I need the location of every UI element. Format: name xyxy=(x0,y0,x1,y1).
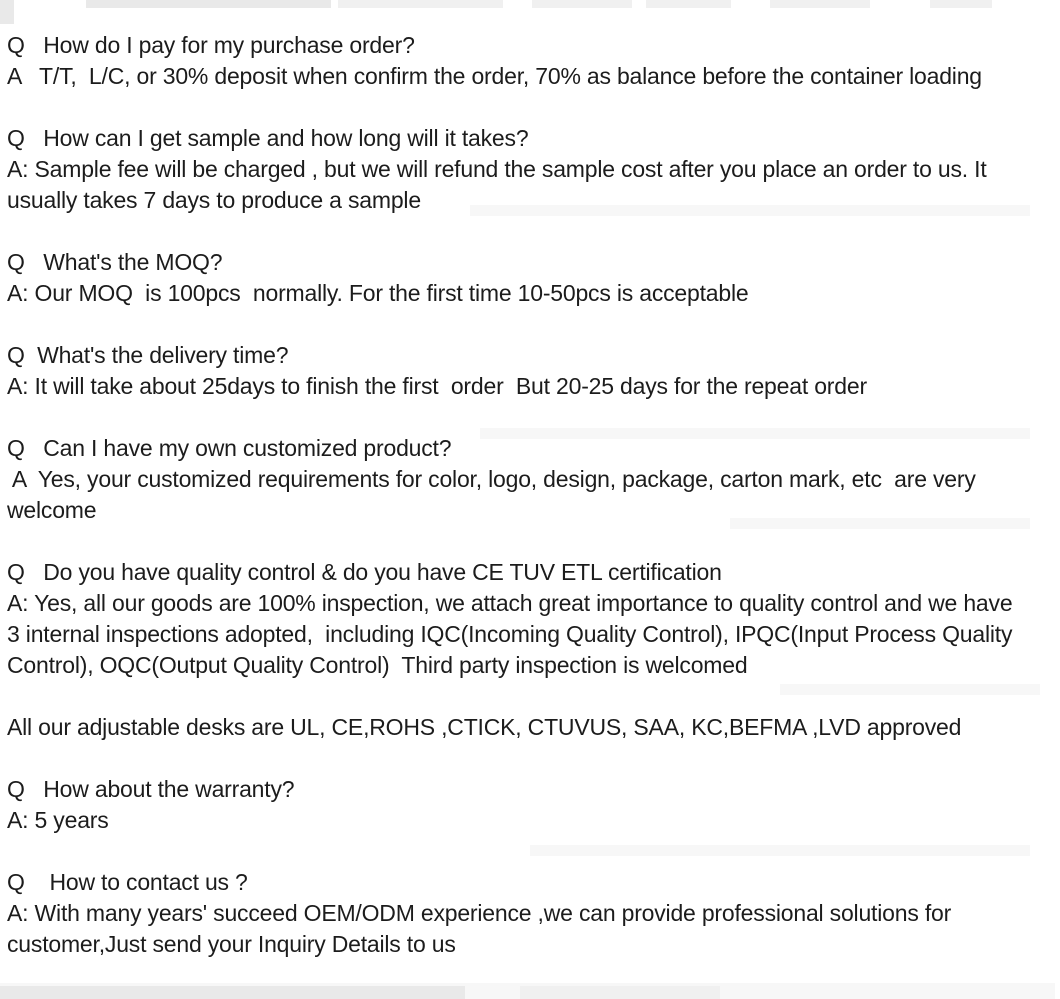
blank-line xyxy=(7,681,1053,712)
certification-note: All our adjustable desks are UL, CE,ROHS ,CTICK, CTUVUS, SAA, KC,BEFMA ,LVD approved xyxy=(7,714,962,740)
cropped-text-artifact-top xyxy=(770,0,870,8)
blank-line xyxy=(7,526,1053,557)
faq-question: Q What's the MOQ? xyxy=(7,249,223,275)
faq-answer-line: welcome xyxy=(7,497,97,523)
faq-answer-line: A: 5 years xyxy=(7,807,109,833)
faq-question: Q Do you have quality control & do you have CE TUV ETL certification xyxy=(7,559,722,585)
cropped-text-artifact-top xyxy=(0,0,14,24)
cropped-text-artifact-bottom xyxy=(520,986,720,999)
faq-answer-line: A: Our MOQ is 100pcs normally. For the first time 10-50pcs is acceptable xyxy=(7,280,749,306)
faq-answer-line: customer,Just send your Inquiry Details to us xyxy=(7,931,456,957)
cropped-text-artifact-top xyxy=(338,0,503,8)
cropped-text-artifact-top xyxy=(930,0,992,8)
blank-line xyxy=(7,402,1053,433)
faq-answer-line: 3 internal inspections adopted, including IQC(Incoming Quality Control), IPQC(Input Process Quality xyxy=(7,621,1013,647)
cropped-text-artifact-bottom xyxy=(0,986,465,999)
blank-line xyxy=(7,92,1053,123)
faq-answer-line: A Yes, your customized requirements for color, logo, design, package, carton mark, etc are very xyxy=(7,466,976,492)
faq-answer-line: A: It will take about 25days to finish the first order But 20-25 days for the repeat order xyxy=(7,373,867,399)
faq-answer-line: A: Yes, all our goods are 100% inspection, we attach great importance to quality control and we have xyxy=(7,590,1013,616)
cropped-text-artifact-top xyxy=(646,0,731,8)
faq-answer-line: usually takes 7 days to produce a sample xyxy=(7,187,421,213)
blank-line xyxy=(7,309,1053,340)
blank-line xyxy=(7,743,1053,774)
faq-question: Q How about the warranty? xyxy=(7,776,295,802)
blank-line xyxy=(7,216,1053,247)
cropped-text-artifact-top xyxy=(532,0,632,8)
faq-answer-line: A: Sample fee will be charged , but we will refund the sample cost after you place an order to us. It xyxy=(7,156,987,182)
cropped-text-artifact-top xyxy=(86,0,331,8)
faq-question: Q How to contact us ? xyxy=(7,869,248,895)
faq-question: Q How can I get sample and how long will it takes? xyxy=(7,125,529,151)
faq-answer-line: Control), OQC(Output Quality Control) Third party inspection is welcomed xyxy=(7,652,748,678)
faq-question: Q Can I have my own customized product? xyxy=(7,435,452,461)
blank-line xyxy=(7,836,1053,867)
faq-answer-line: A T/T, L/C, or 30% deposit when confirm the order, 70% as balance before the container loading xyxy=(7,63,982,89)
faq-question: Q What's the delivery time? xyxy=(7,342,289,368)
faq-document xyxy=(7,30,1053,960)
faq-question: Q How do I pay for my purchase order? xyxy=(7,32,415,58)
faq-answer-line: A: With many years' succeed OEM/ODM experience ,we can provide professional solutions for xyxy=(7,900,952,926)
